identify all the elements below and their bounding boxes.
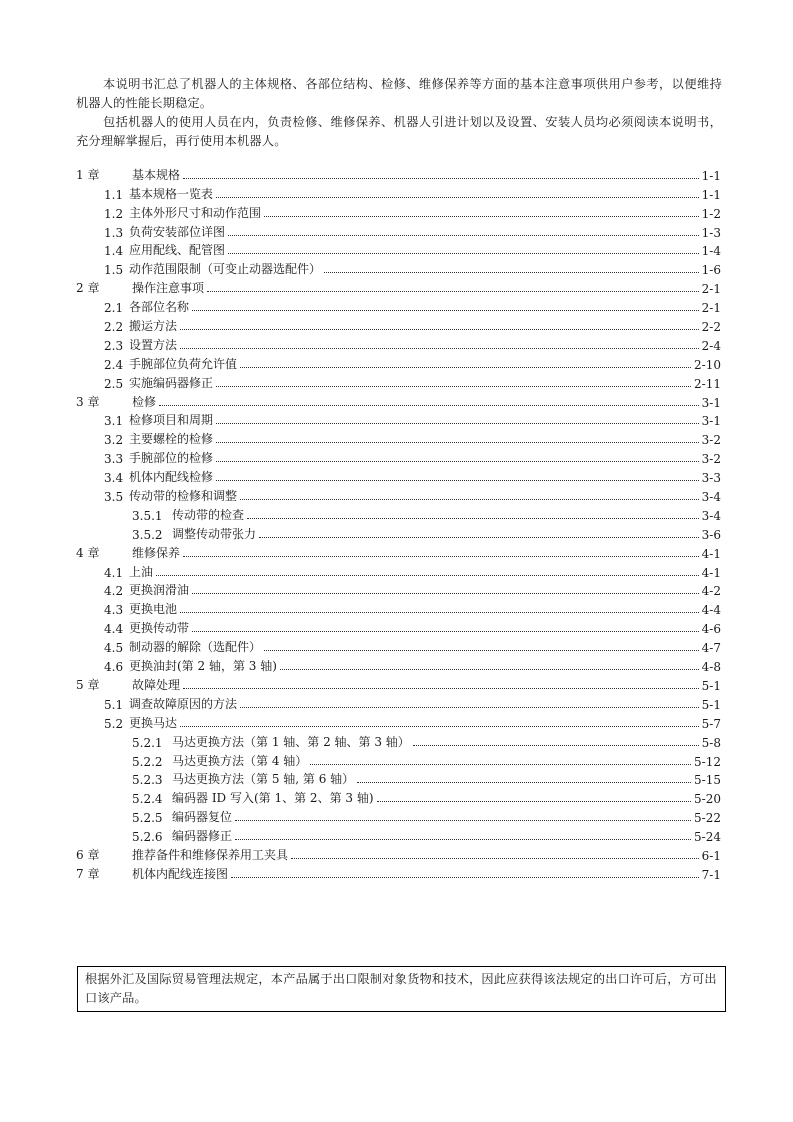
toc-dot-leader	[310, 764, 691, 765]
toc-title: 传动带的检修和调整	[129, 489, 238, 504]
toc-title: 实施编码器修正	[129, 375, 214, 390]
toc-title: 手腕部位的检修	[129, 451, 214, 466]
toc-dot-leader	[357, 782, 691, 783]
table-of-contents	[76, 164, 721, 882]
toc-number: 5.2.4	[132, 792, 163, 807]
toc-page-number: 4-8	[701, 660, 721, 675]
toc-page-number: 4-4	[701, 603, 721, 618]
toc-page-number: 1-4	[701, 244, 721, 259]
toc-number: 2.2	[104, 320, 124, 335]
toc-title: 负荷安装部位详图	[129, 224, 226, 239]
toc-subsection-row[interactable]	[76, 523, 721, 542]
toc-number: 5.2.3	[132, 773, 163, 788]
toc-dot-leader	[216, 423, 699, 424]
toc-chapter-row[interactable]	[76, 674, 721, 693]
toc-title: 制动器的解除（选配件）	[129, 640, 262, 655]
toc-title: 检修项目和周期	[129, 413, 214, 428]
toc-section-row[interactable]	[76, 428, 721, 447]
toc-dot-leader	[183, 688, 699, 689]
toc-page-number: 1-1	[701, 187, 721, 202]
toc-dot-leader	[413, 745, 699, 746]
toc-section-row[interactable]	[76, 296, 721, 315]
toc-number: 3.5	[104, 490, 124, 505]
toc-chapter-row[interactable]	[76, 863, 721, 882]
toc-title: 各部位名称	[129, 300, 190, 315]
toc-title: 搬运方法	[129, 319, 178, 334]
toc-page-number: 5-22	[694, 811, 721, 826]
toc-dot-leader	[216, 197, 699, 198]
toc-section-row[interactable]	[76, 466, 721, 485]
toc-section-row[interactable]	[76, 580, 721, 599]
toc-title: 更换传动带	[129, 621, 190, 636]
toc-dot-leader	[264, 650, 699, 651]
toc-title: 马达更换方法（第 5 轴, 第 6 轴）	[172, 772, 355, 787]
toc-section-row[interactable]	[76, 221, 721, 240]
toc-section-row[interactable]	[76, 258, 721, 277]
toc-number: 1.4	[104, 244, 124, 259]
toc-page-number: 5-24	[694, 830, 721, 845]
toc-number: 5.2	[104, 716, 124, 731]
toc-dot-leader	[235, 820, 691, 821]
toc-page-number: 3-2	[701, 433, 721, 448]
toc-dot-leader	[192, 310, 699, 311]
toc-page-number: 5-8	[701, 735, 721, 750]
toc-section-row[interactable]	[76, 183, 721, 202]
toc-section-row[interactable]	[76, 598, 721, 617]
toc-title: 更换电池	[129, 602, 178, 617]
toc-section-row[interactable]	[76, 372, 721, 391]
toc-title: 基本规格一览表	[129, 186, 214, 201]
toc-dot-leader	[280, 669, 699, 670]
toc-page-number: 3-4	[701, 490, 721, 505]
toc-title: 调整传动带张力	[172, 526, 257, 541]
toc-page-number: 2-10	[694, 357, 721, 372]
toc-title: 更换油封(第 2 轴，第 3 轴)	[129, 659, 277, 674]
toc-subsection-row[interactable]	[76, 825, 721, 844]
toc-dot-leader	[291, 858, 699, 859]
toc-page-number: 2-4	[701, 338, 721, 353]
toc-number: 3.5.1	[132, 508, 163, 523]
toc-page-number: 4-6	[701, 622, 721, 637]
toc-number: 1.3	[104, 225, 124, 240]
toc-number: 1 章	[76, 167, 100, 182]
toc-dot-leader	[240, 499, 699, 500]
toc-dot-leader	[235, 839, 691, 840]
toc-dot-leader	[180, 348, 699, 349]
toc-page-number: 5-12	[694, 754, 721, 769]
toc-page-number: 1-6	[701, 263, 721, 278]
toc-title: 编码器 ID 写入(第 1、第 2、第 3 轴)	[172, 791, 374, 806]
toc-title: 推荐备件和维修保养用工夹具	[132, 847, 289, 862]
toc-title: 应用配线、配管图	[129, 243, 226, 258]
toc-subsection-row[interactable]	[76, 787, 721, 806]
toc-number: 3 章	[76, 394, 100, 409]
toc-section-row[interactable]	[76, 636, 721, 655]
toc-section-row[interactable]	[76, 617, 721, 636]
toc-number: 6 章	[76, 847, 100, 862]
toc-number: 3.5.2	[132, 527, 163, 542]
toc-number: 4.3	[104, 603, 124, 618]
toc-page-number: 3-2	[701, 452, 721, 467]
toc-page-number: 4-2	[701, 584, 721, 599]
toc-number: 3.4	[104, 471, 124, 486]
toc-dot-leader	[228, 235, 699, 236]
toc-section-row[interactable]	[76, 655, 721, 674]
toc-title: 动作范围限制（可变止动器选配件）	[129, 262, 322, 277]
toc-page-number: 3-6	[701, 527, 721, 542]
intro-paragraph-2: 包括机器人的使用人员在内，负责检修、维修保养、机器人引进计划以及设置、安装人员均必须阅读本说明书，充分理解掌握后，再行使用本机器人。	[76, 115, 722, 148]
toc-number: 5.2.5	[132, 811, 163, 826]
toc-dot-leader	[216, 442, 699, 443]
toc-page-number: 4-7	[701, 641, 721, 656]
toc-title: 编码器复位	[172, 810, 233, 825]
toc-title: 机体内配线检修	[129, 470, 214, 485]
toc-dot-leader	[180, 726, 699, 727]
toc-dot-leader	[183, 556, 699, 557]
toc-title: 调查故障原因的方法	[129, 696, 238, 711]
toc-page-number: 2-11	[694, 376, 721, 391]
toc-number: 5.2.6	[132, 830, 163, 845]
toc-page-number: 3-1	[701, 414, 721, 429]
toc-title: 操作注意事项	[132, 281, 205, 296]
toc-number: 1.1	[104, 187, 124, 202]
toc-title: 维修保养	[132, 545, 181, 560]
toc-number: 2.5	[104, 376, 124, 391]
toc-page-number: 5-1	[701, 678, 721, 693]
toc-page-number: 2-2	[701, 320, 721, 335]
toc-number: 4.5	[104, 641, 124, 656]
toc-page-number: 1-2	[701, 206, 721, 221]
toc-number: 3.2	[104, 433, 124, 448]
toc-page-number: 3-3	[701, 471, 721, 486]
toc-page-number: 2-1	[701, 282, 721, 297]
toc-section-row[interactable]	[76, 315, 721, 334]
toc-title: 主要螺栓的检修	[129, 432, 214, 447]
toc-number: 3.1	[104, 414, 124, 429]
toc-section-row[interactable]	[76, 240, 721, 259]
toc-section-row[interactable]	[76, 712, 721, 731]
toc-number: 2.4	[104, 357, 124, 372]
toc-dot-leader	[180, 612, 699, 613]
toc-dot-leader	[216, 386, 691, 387]
toc-dot-leader	[159, 405, 699, 406]
toc-page-number: 3-1	[701, 395, 721, 410]
toc-page-number: 5-15	[694, 773, 721, 788]
toc-section-row[interactable]	[76, 334, 721, 353]
toc-title: 手腕部位负荷允许值	[129, 356, 238, 371]
toc-section-row[interactable]	[76, 353, 721, 372]
toc-title: 传动带的检查	[172, 507, 245, 522]
toc-page-number: 4-1	[701, 546, 721, 561]
toc-subsection-row[interactable]	[76, 769, 721, 788]
toc-page-number: 5-7	[701, 716, 721, 731]
toc-title: 马达更换方法（第 4 轴）	[172, 753, 308, 768]
toc-page-number: 5-1	[701, 697, 721, 712]
toc-title: 检修	[132, 394, 157, 409]
toc-number: 3.3	[104, 452, 124, 467]
toc-page-number: 7-1	[701, 867, 721, 882]
toc-page-number: 4-1	[701, 565, 721, 580]
toc-dot-leader	[192, 631, 699, 632]
toc-dot-leader	[240, 707, 699, 708]
toc-number: 4.6	[104, 660, 124, 675]
toc-title: 设置方法	[129, 337, 178, 352]
toc-section-row[interactable]	[76, 410, 721, 429]
toc-title: 机体内配线连接图	[132, 866, 229, 881]
toc-dot-leader	[216, 480, 699, 481]
toc-number: 1.5	[104, 263, 124, 278]
toc-page-number: 6-1	[701, 848, 721, 863]
toc-title: 更换马达	[129, 715, 178, 730]
toc-dot-leader	[231, 877, 699, 878]
intro-text	[76, 75, 722, 151]
toc-chapter-row[interactable]	[76, 164, 721, 183]
toc-dot-leader	[207, 291, 699, 292]
toc-number: 4.1	[104, 565, 124, 580]
toc-dot-leader	[183, 178, 699, 179]
toc-section-row[interactable]	[76, 447, 721, 466]
toc-subsection-row[interactable]	[76, 806, 721, 825]
toc-number: 5.1	[104, 697, 124, 712]
toc-chapter-row[interactable]	[76, 844, 721, 863]
toc-page-number: 2-1	[701, 301, 721, 316]
toc-page-number: 5-20	[694, 792, 721, 807]
toc-chapter-row[interactable]	[76, 277, 721, 296]
export-notice-box: 根据外汇及国际贸易管理法规定，本产品属于出口限制对象货物和技术，因此应获得该法规定的出口许可后，方可出口该产品。	[77, 966, 726, 1012]
toc-section-row[interactable]	[76, 485, 721, 504]
toc-number: 4.2	[104, 584, 124, 599]
toc-number: 1.2	[104, 206, 124, 221]
toc-number: 4.4	[104, 622, 124, 637]
toc-dot-leader	[240, 367, 691, 368]
toc-section-row[interactable]	[76, 561, 721, 580]
toc-title: 更换润滑油	[129, 583, 190, 598]
toc-number: 5.2.1	[132, 735, 163, 750]
toc-number: 5 章	[76, 677, 100, 692]
toc-dot-leader	[324, 272, 699, 273]
toc-title: 上油	[129, 564, 154, 579]
toc-subsection-row[interactable]	[76, 750, 721, 769]
toc-title: 编码器修正	[172, 829, 233, 844]
toc-section-row[interactable]	[76, 693, 721, 712]
toc-number: 2.1	[104, 301, 124, 316]
toc-chapter-row[interactable]	[76, 542, 721, 561]
toc-title: 主体外形尺寸和动作范围	[129, 205, 262, 220]
toc-dot-leader	[377, 801, 692, 802]
toc-title: 马达更换方法（第 1 轴、第 2 轴、第 3 轴）	[172, 734, 410, 749]
toc-title: 故障处理	[132, 677, 181, 692]
toc-number: 2 章	[76, 281, 100, 296]
toc-chapter-row[interactable]	[76, 391, 721, 410]
toc-dot-leader	[264, 216, 699, 217]
toc-title: 基本规格	[132, 167, 181, 182]
toc-page-number: 1-3	[701, 225, 721, 240]
toc-dot-leader	[228, 253, 699, 254]
toc-dot-leader	[180, 329, 699, 330]
toc-dot-leader	[216, 461, 699, 462]
toc-dot-leader	[259, 537, 699, 538]
toc-subsection-row[interactable]	[76, 731, 721, 750]
toc-section-row[interactable]	[76, 202, 721, 221]
toc-number: 5.2.2	[132, 754, 163, 769]
toc-dot-leader	[192, 593, 699, 594]
toc-number: 7 章	[76, 866, 100, 881]
toc-dot-leader	[156, 575, 699, 576]
toc-page-number: 3-4	[701, 508, 721, 523]
toc-subsection-row[interactable]	[76, 504, 721, 523]
toc-page-number: 1-1	[701, 168, 721, 183]
toc-dot-leader	[247, 518, 699, 519]
intro-paragraph-1: 本说明书汇总了机器人的主体规格、各部位结构、检修、维修保养等方面的基本注意事项供用户参考，以便维持机器人的性能长期稳定。	[76, 77, 722, 110]
toc-number: 2.3	[104, 338, 124, 353]
toc-number: 4 章	[76, 545, 100, 560]
